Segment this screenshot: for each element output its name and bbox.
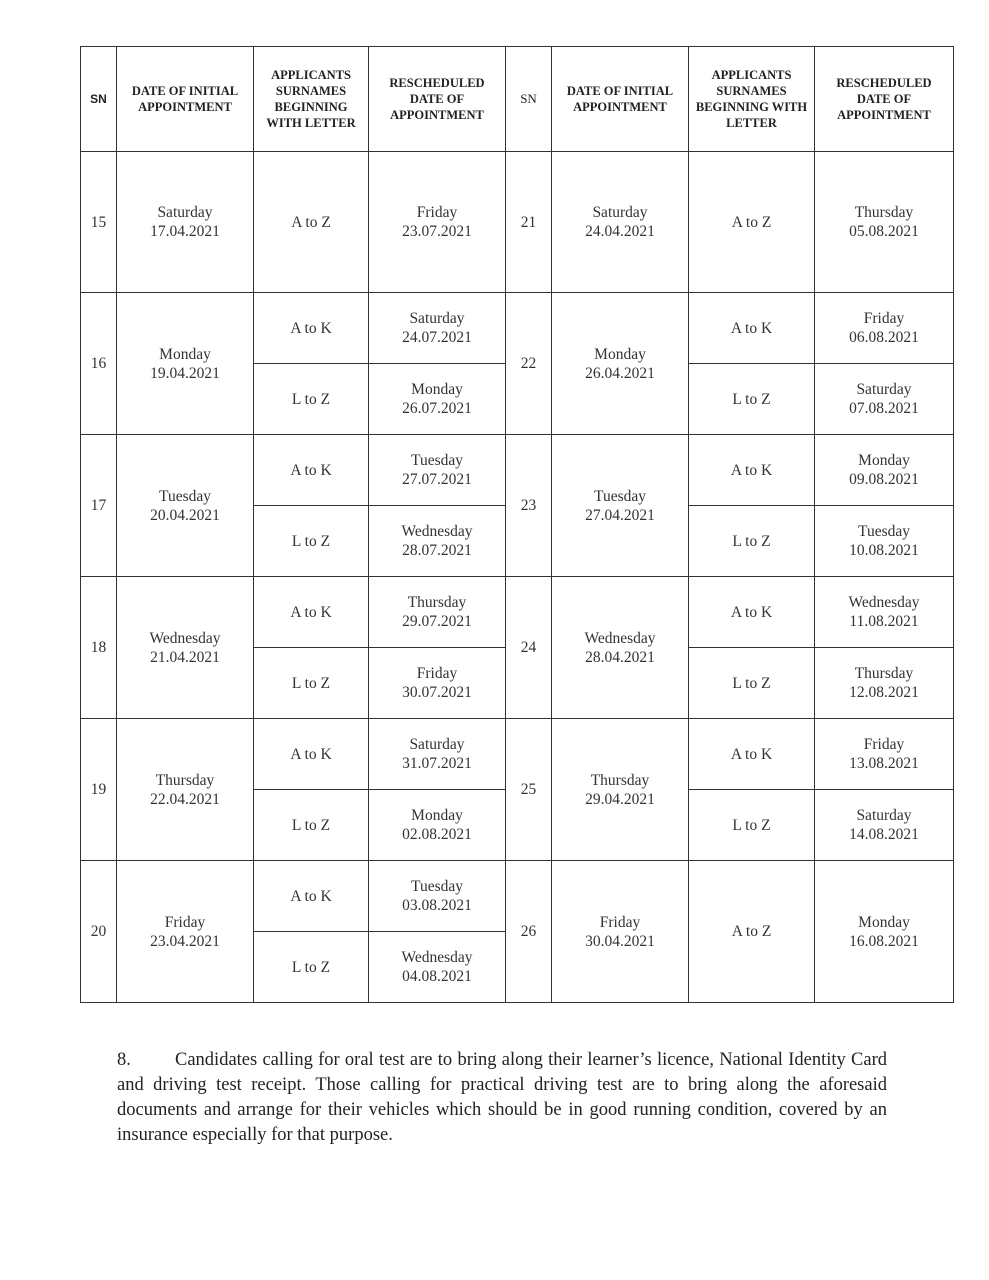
surname-letters-cell: L to Z [254,790,369,861]
cell-line: Saturday [856,807,912,824]
header-surname-letters: APPLICANTS SURNAMES BEGINNING WITH LETTER [689,47,815,152]
sn-cell: 26 [506,861,552,1003]
sn-cell: 21 [506,152,552,293]
cell-line: Wednesday [401,949,473,966]
header-rescheduled-date: RESCHEDULED DATE OF APPOINTMENT [815,47,954,152]
cell-line: Tuesday [411,878,463,895]
cell-line: 26.07.2021 [402,400,472,417]
cell-line: Thursday [854,665,914,682]
cell-line: Saturday [157,204,213,221]
initial-date-cell [552,435,689,577]
surname-letters-cell: A to K [689,435,815,506]
cell-line: Tuesday [411,452,463,469]
rescheduled-date-cell [369,932,506,1003]
schedule-table [80,46,954,1003]
table-row [81,719,954,790]
cell-line: Friday [164,913,206,931]
schedule-body [81,152,954,1003]
cell-line: Wednesday [584,629,656,647]
surname-letters-cell: A to K [254,861,369,932]
surname-letters-cell: A to K [254,435,369,506]
cell-line: 10.08.2021 [849,542,919,559]
surname-letters-cell: A to K [254,719,369,790]
initial-date-cell [552,719,689,861]
cell-line: 09.08.2021 [849,471,919,488]
surname-letters-cell: L to Z [689,364,815,435]
cell-line: 03.08.2021 [402,897,472,914]
surname-letters-cell: L to Z [254,364,369,435]
cell-line: Monday [159,345,211,363]
cell-line: 27.04.2021 [585,506,655,524]
table-row [81,861,954,932]
cell-line: 19.04.2021 [150,364,220,382]
cell-line: 12.08.2021 [849,684,919,701]
cell-line: 17.04.2021 [150,223,220,240]
cell-line: 20.04.2021 [150,506,220,524]
cell-line: 30.04.2021 [585,932,655,950]
rescheduled-date-cell [815,364,954,435]
cell-line: Friday [599,913,641,931]
cell-line: Monday [858,452,910,469]
initial-date-cell [117,152,254,293]
surname-letters-cell: L to Z [254,932,369,1003]
cell-line: Friday [416,204,458,221]
cell-line: 31.07.2021 [402,755,472,772]
header-initial-date: DATE OF INITIAL APPOINTMENT [552,47,689,152]
cell-line: 02.08.2021 [402,826,472,843]
rescheduled-date-cell [369,152,506,293]
table-row [81,577,954,648]
cell-line: 28.07.2021 [402,542,472,559]
surname-letters-cell: A to K [689,293,815,364]
instructions-paragraph [117,1048,887,1148]
sn-cell: 16 [81,293,117,435]
sn-cell: 15 [81,152,117,293]
rescheduled-date-cell [369,861,506,932]
initial-date-cell [117,861,254,1003]
cell-line: 14.08.2021 [849,826,919,843]
cell-line: Thursday [407,594,467,611]
header-row [81,47,954,152]
cell-line: 24.07.2021 [402,329,472,346]
rescheduled-date-cell [815,648,954,719]
cell-line: Thursday [854,204,914,221]
initial-date-cell [552,861,689,1003]
rescheduled-date-cell [815,152,954,293]
rescheduled-date-cell [369,293,506,364]
rescheduled-date-cell [369,719,506,790]
cell-line: 21.04.2021 [150,648,220,666]
surname-letters-cell: A to K [689,577,815,648]
surname-letters-cell: L to Z [689,648,815,719]
initial-date-cell [552,152,689,293]
rescheduled-date-cell [369,435,506,506]
surname-letters-cell: A to Z [689,861,815,1003]
cell-line: Monday [858,913,910,931]
rescheduled-date-cell [815,719,954,790]
surname-letters-cell: A to K [254,577,369,648]
cell-line: Tuesday [594,487,646,505]
cell-line: Saturday [409,736,465,753]
cell-line: Friday [416,665,458,682]
cell-line: Saturday [856,381,912,398]
table-row [81,152,954,293]
sn-cell: 22 [506,293,552,435]
cell-line: 27.07.2021 [402,471,472,488]
rescheduled-date-cell [815,435,954,506]
surname-letters-cell: L to Z [689,506,815,577]
sn-cell: 19 [81,719,117,861]
paragraph-text: Candidates calling for oral test are to bring along their learner’s licence, National Identity Card and driving test receipt. Those calling for practical driving test are to bring along the aforesaid documents and arrange for their vehicles which should be in good running condition, covered by an insurance especially for that purpose. [117,1050,887,1145]
sn-cell: 23 [506,435,552,577]
rescheduled-date-cell [815,861,954,1003]
header-sn: SN [506,47,552,152]
cell-line: 05.08.2021 [849,223,919,240]
sn-cell: 24 [506,577,552,719]
header-sn: SN [81,47,117,152]
header-rescheduled-date: RESCHEDULED DATE OF APPOINTMENT [369,47,506,152]
initial-date-cell [552,577,689,719]
header-surname-letters: APPLICANTS SURNAMES BEGINNING WITH LETTER [254,47,369,152]
cell-line: 29.04.2021 [585,790,655,808]
cell-line: Friday [863,310,905,327]
rescheduled-date-cell [369,506,506,577]
rescheduled-date-cell [369,364,506,435]
cell-line: Monday [411,381,463,398]
cell-line: 13.08.2021 [849,755,919,772]
cell-line: 16.08.2021 [849,932,919,950]
cell-line: Wednesday [401,523,473,540]
cell-line: Monday [594,345,646,363]
sn-cell: 25 [506,719,552,861]
initial-date-cell [552,293,689,435]
rescheduled-date-cell [369,577,506,648]
initial-date-cell [117,293,254,435]
cell-line: 06.08.2021 [849,329,919,346]
surname-letters-cell: L to Z [689,790,815,861]
cell-line: 04.08.2021 [402,968,472,985]
cell-line: 24.04.2021 [585,223,655,240]
cell-line: Wednesday [848,594,920,611]
paragraph-number: 8. [117,1050,131,1070]
rescheduled-date-cell [369,790,506,861]
cell-line: 29.07.2021 [402,613,472,630]
cell-line: 07.08.2021 [849,400,919,417]
surname-letters-cell: A to Z [689,152,815,293]
initial-date-cell [117,719,254,861]
rescheduled-date-cell [815,577,954,648]
surname-letters-cell: L to Z [254,506,369,577]
cell-line: Thursday [155,771,215,789]
cell-line: Saturday [409,310,465,327]
sn-cell: 17 [81,435,117,577]
header-initial-date: DATE OF INITIAL APPOINTMENT [117,47,254,152]
surname-letters-cell: A to Z [254,152,369,293]
cell-line: 22.04.2021 [150,790,220,808]
initial-date-cell [117,577,254,719]
cell-line: 30.07.2021 [402,684,472,701]
cell-line: Saturday [592,204,648,221]
cell-line: Friday [863,736,905,753]
cell-line: Tuesday [159,487,211,505]
initial-date-cell [117,435,254,577]
cell-line: 28.04.2021 [585,648,655,666]
rescheduled-date-cell [815,506,954,577]
table-row [81,293,954,364]
sn-cell: 20 [81,861,117,1003]
surname-letters-cell: A to K [254,293,369,364]
surname-letters-cell: A to K [689,719,815,790]
surname-letters-cell: L to Z [254,648,369,719]
cell-line: Tuesday [858,523,910,540]
cell-line: Wednesday [149,629,221,647]
sn-cell: 18 [81,577,117,719]
cell-line: 26.04.2021 [585,364,655,382]
cell-line: Monday [411,807,463,824]
cell-line: 23.04.2021 [150,932,220,950]
rescheduled-date-cell [815,293,954,364]
table-row [81,435,954,506]
rescheduled-date-cell [369,648,506,719]
cell-line: 23.07.2021 [402,223,472,240]
rescheduled-date-cell [815,790,954,861]
cell-line: Thursday [590,771,650,789]
cell-line: 11.08.2021 [849,613,919,630]
